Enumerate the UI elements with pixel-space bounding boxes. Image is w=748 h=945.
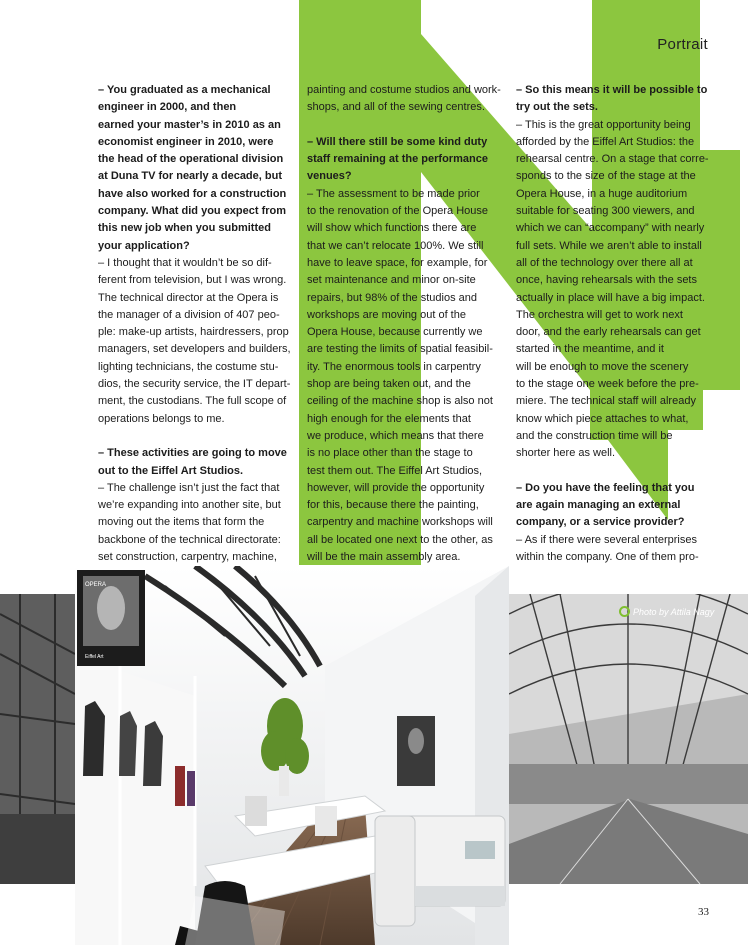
text-line: test them out. The Eiffel Art Studios,	[307, 464, 483, 477]
text-line: all of the technology over there all at	[516, 256, 693, 269]
text-line: to the stage one week before the pre-	[516, 378, 699, 391]
text-line: operations belongs to me.	[98, 412, 225, 425]
text-line: – Will there still be some kind duty	[307, 135, 488, 148]
poster-label: OPERA	[85, 582, 107, 588]
text-line: your application?	[98, 239, 190, 252]
text-line: will be enough to move the scenery	[516, 360, 689, 373]
text-line: set construction, carpentry, machine,	[98, 551, 277, 564]
text-line: ple: make-up artists, hairdressers, prop	[98, 326, 289, 339]
text-line: shop are being taken out, and the	[307, 378, 471, 391]
text-line: within the company. One of them pro-	[516, 551, 699, 564]
text-line: that we can’t relocate 100%. We still	[307, 239, 484, 252]
text-line: door, and the early rehearsals can get	[516, 326, 701, 339]
text-line: all be located one next to the other, as	[307, 533, 493, 546]
text-line: full sets. While we aren’t able to install	[516, 239, 702, 252]
text-line: carpentry and machine workshops will	[307, 516, 493, 529]
text-line: is no place other than the stage to	[307, 447, 473, 460]
text-line: lighting technicians, the costume stu-	[98, 360, 279, 373]
text-line: – Do you have the feeling that you	[516, 481, 695, 494]
text-line: moving out the items that form the	[98, 516, 265, 529]
text-line: – The challenge isn’t just the fact that	[98, 481, 280, 494]
interview-answer	[307, 82, 501, 117]
text-column-3	[516, 82, 710, 566]
text-line: are testing the limits of spatial feasibil-	[307, 343, 493, 356]
text-line: backbone of the technical directorate:	[98, 533, 281, 546]
photo-credit	[619, 606, 714, 617]
interview-answer	[98, 255, 292, 428]
text-line: will be the main assembly area.	[307, 551, 461, 564]
text-line: at Duna TV for nearly a decade, but	[98, 170, 282, 183]
text-line: know which piece attaches to what,	[516, 412, 689, 425]
text-line: – This is the great opportunity being	[516, 118, 691, 131]
credit-ring-icon	[619, 606, 630, 617]
text-line: the manager of a division of 407 peo-	[98, 308, 280, 321]
text-line: will show which functions there are	[307, 222, 477, 235]
text-line: rehearsal centre. On a stage that corre-	[516, 153, 709, 166]
text-line: earned your master’s in 2010 as an	[98, 118, 281, 131]
interview-question	[98, 445, 292, 480]
text-line: shops, and all of the sewing centres.	[307, 101, 485, 114]
text-line: company, or a service provider?	[516, 516, 685, 529]
text-line: ferent from television, but I was wrong.	[98, 274, 287, 287]
text-line: managers, set developers and builders,	[98, 343, 291, 356]
interview-question	[516, 480, 710, 532]
text-line: – The assessment to be made prior	[307, 187, 480, 200]
interview-question	[307, 134, 501, 186]
text-line: high enough for the elements that	[307, 412, 471, 425]
text-line: workshops are moving out of the	[307, 308, 466, 321]
text-line: – As if there were several enterprises	[516, 533, 697, 546]
text-line: the head of the operational division	[98, 153, 284, 166]
text-line: once, having rehearsals with the sets	[516, 274, 697, 287]
text-line: and the construction time will be	[516, 429, 673, 442]
paragraph-gap	[98, 428, 292, 445]
text-line: set maintenance and minor on-site	[307, 274, 476, 287]
text-line: we’re expanding into another site, but	[98, 499, 281, 512]
paragraph-gap	[516, 463, 710, 480]
text-line: this new job when you submitted	[98, 222, 271, 235]
text-line: which we can “accompany” with nearly	[516, 222, 705, 235]
interview-answer	[98, 480, 292, 566]
text-line: started in the meantime, and it	[516, 343, 664, 356]
text-line: try out the sets.	[516, 101, 598, 114]
text-line: ceiling of the machine shop is also not	[307, 395, 493, 408]
text-column-2	[307, 82, 501, 566]
text-line: afforded by the Eiffel Art Studios: the	[516, 135, 695, 148]
studio-rendering	[75, 566, 509, 945]
text-line: we produce, which means that there	[307, 429, 484, 442]
text-line: painting and costume studios and work-	[307, 84, 501, 96]
text-line: – You graduated as a mechanical	[98, 84, 271, 96]
text-line: engineer in 2000, and then	[98, 101, 237, 114]
text-line: have to leave space, for example, for	[307, 256, 488, 269]
text-line: miere. The technical staff will already	[516, 395, 696, 408]
interview-answer	[516, 117, 710, 463]
paragraph-gap	[307, 117, 501, 134]
poster-caption: Eiffel Art	[85, 654, 104, 660]
text-line: economist engineer in 2010, were	[98, 135, 274, 148]
text-line: – So this means it will be possible to	[516, 84, 708, 96]
interview-answer	[516, 532, 710, 567]
interview-question	[98, 82, 292, 255]
text-line: ment, the custodians. The full scope of	[98, 395, 287, 408]
text-line: ity. The enormous tools in carpentry	[307, 360, 481, 373]
interview-question	[516, 82, 710, 117]
text-line: sponds to the size of the stage at the	[516, 170, 696, 183]
text-line: Opera House, in a huge auditorium	[516, 187, 688, 200]
text-line: – These activities are going to move	[98, 447, 287, 460]
page-number: 33	[698, 906, 709, 918]
section-title: Portrait	[657, 36, 708, 53]
text-line: dios, the security service, the IT depart-	[98, 378, 291, 391]
text-line: however, will provide the opportunity	[307, 481, 485, 494]
text-line: The orchestra will get to work next	[516, 308, 683, 321]
interview-answer	[307, 186, 501, 567]
text-line: to the renovation of the Opera House	[307, 205, 489, 218]
text-line: out to the Eiffel Art Studios.	[98, 464, 244, 477]
text-line: venues?	[307, 170, 352, 183]
text-column-1	[98, 82, 292, 566]
text-line: actually in place will have a big impact.	[516, 291, 705, 304]
photo-credit-text: Photo by Attila Nagy	[633, 607, 715, 617]
text-line: have also worked for a construction	[98, 187, 287, 200]
text-line: for this, because there the painting,	[307, 499, 479, 512]
text-line: staff remaining at the performance	[307, 153, 488, 166]
text-line: The technical director at the Opera is	[98, 291, 279, 304]
text-line: repairs, but 98% of the studios and	[307, 291, 477, 304]
text-line: are again managing an external	[516, 499, 681, 512]
text-line: suitable for seating 300 viewers, and	[516, 205, 695, 218]
text-line: Opera House, because currently we	[307, 326, 483, 339]
text-line: company. What did you expect from	[98, 205, 287, 218]
text-line: – I thought that it wouldn’t be so dif-	[98, 256, 272, 269]
text-line: shorter here as well.	[516, 447, 616, 460]
